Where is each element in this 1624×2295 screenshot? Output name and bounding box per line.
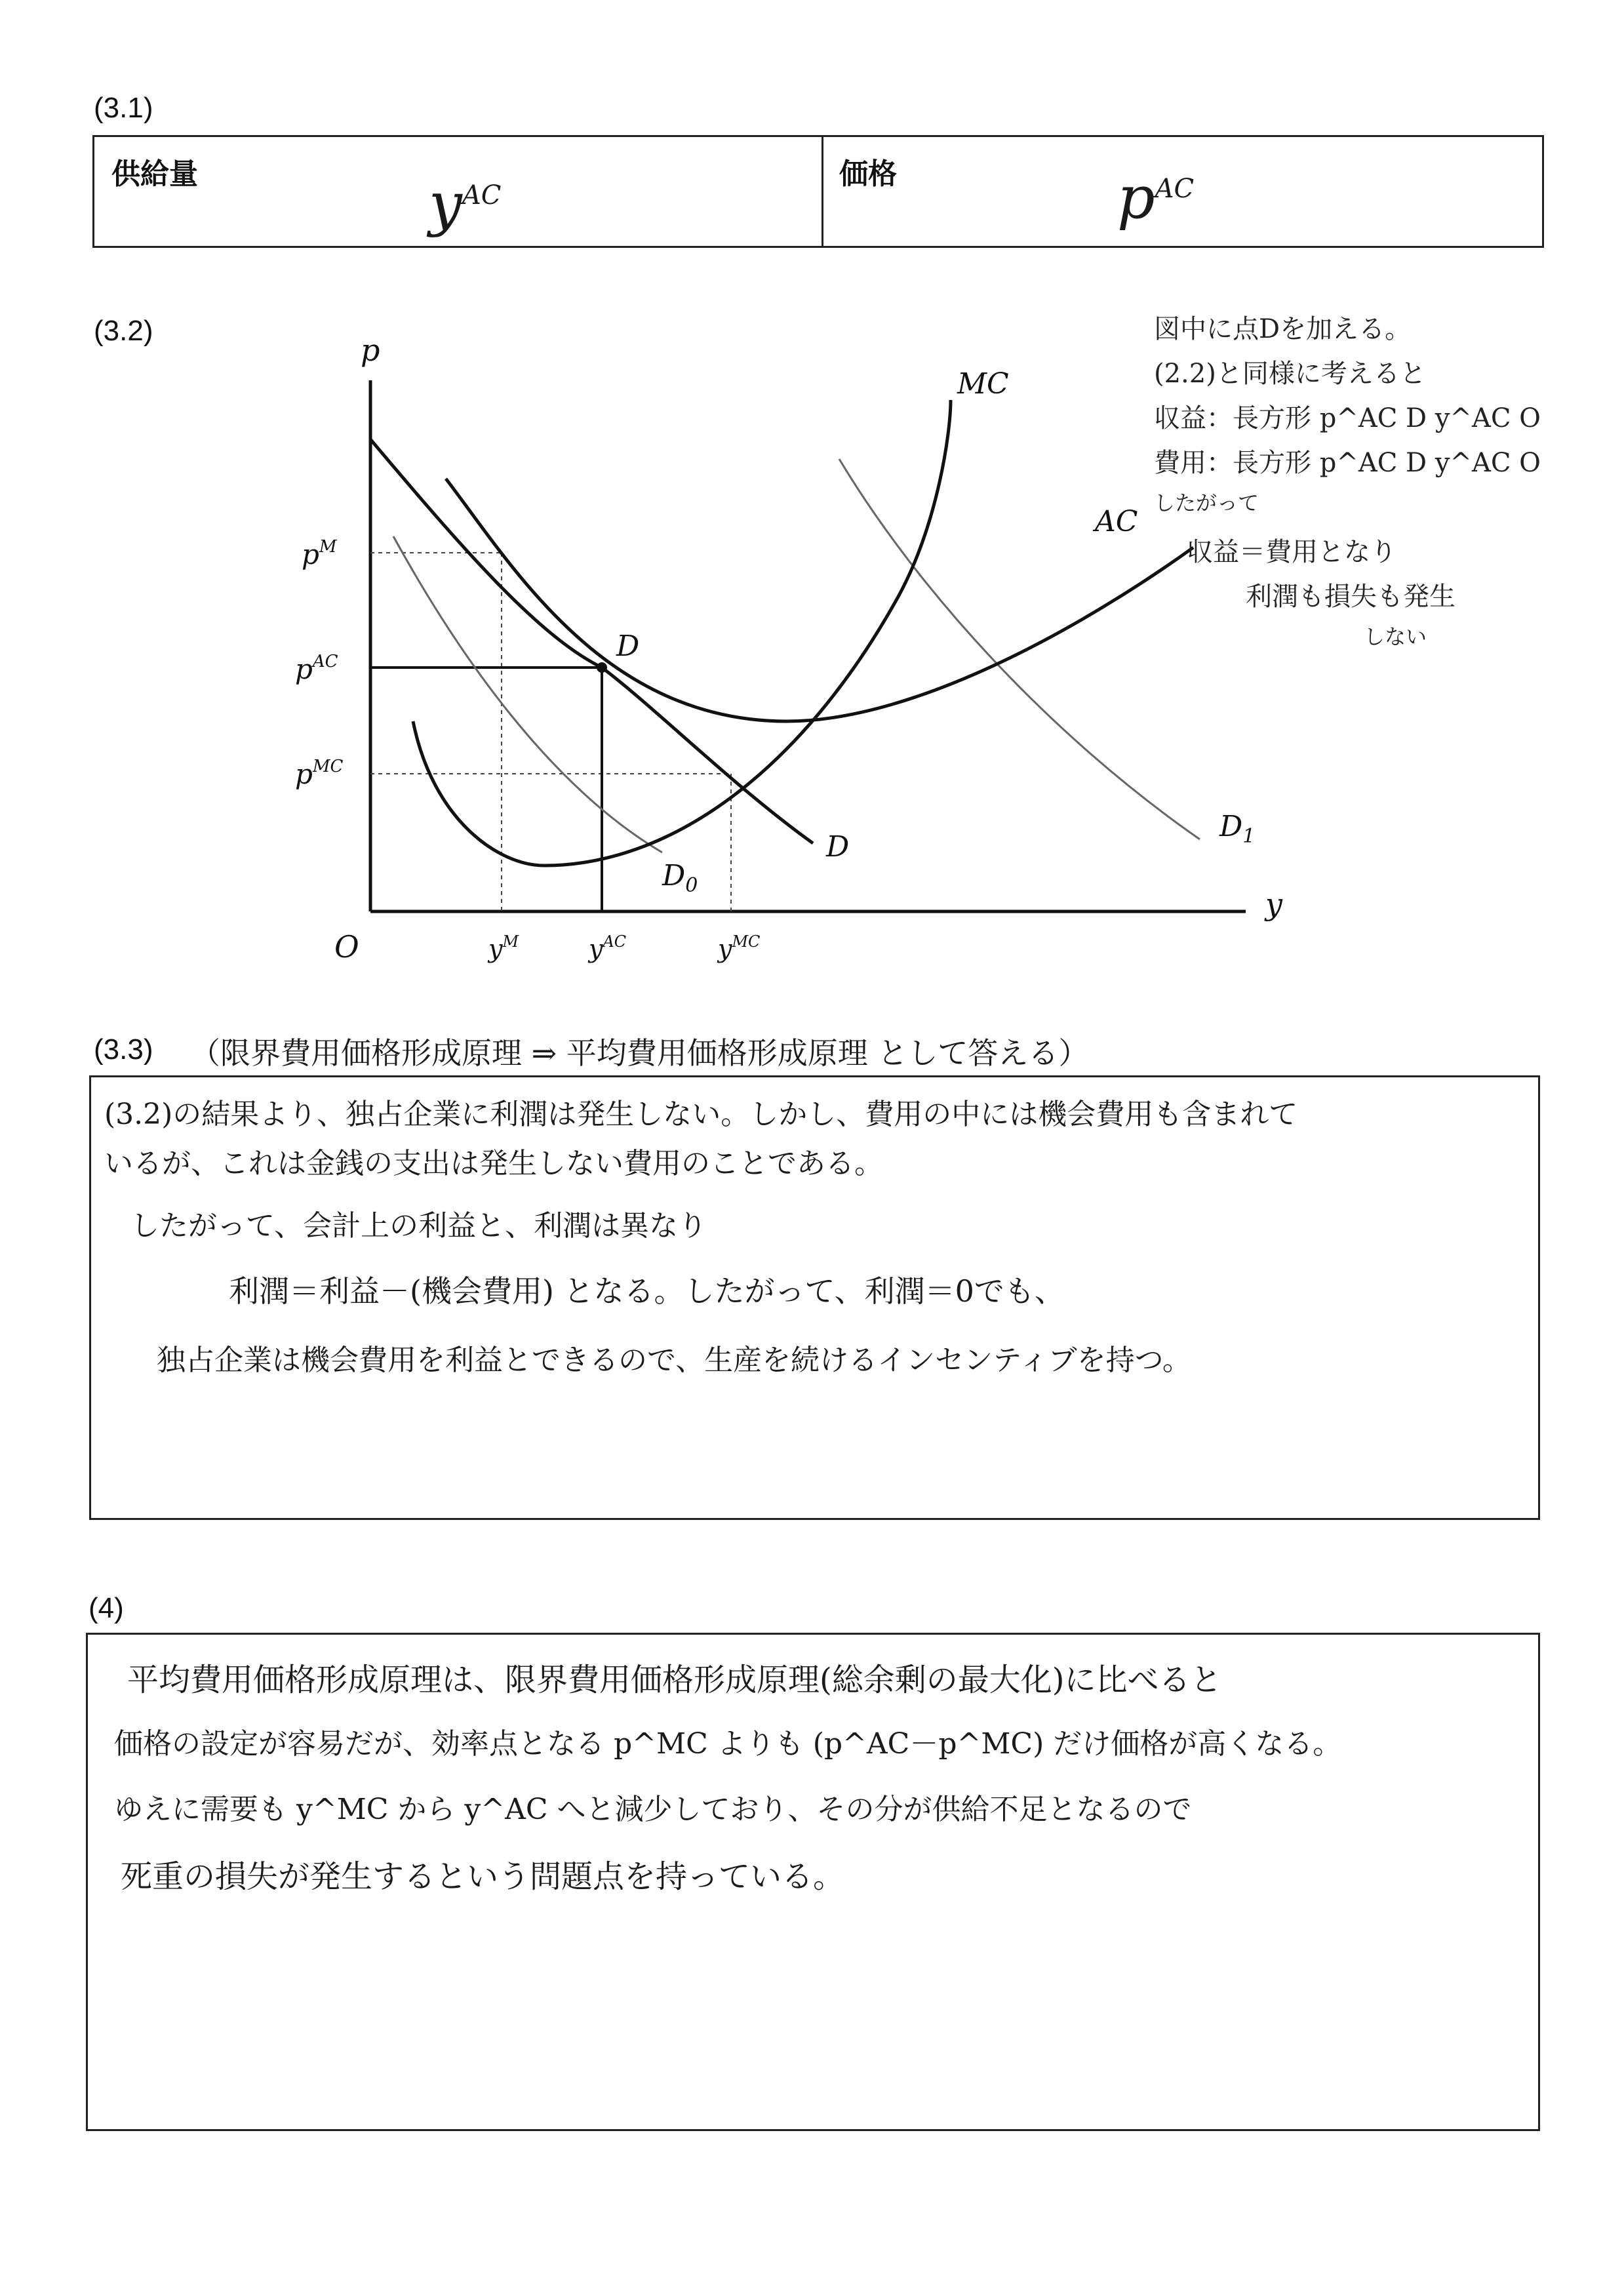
note-line: しない	[1364, 624, 1427, 649]
y-tick-pm: $p^M$	[302, 537, 337, 570]
curve-mc	[413, 400, 951, 866]
note-line: 収益：長方形 p^AC D y^AC O	[1154, 403, 1541, 433]
note-line: (2.2)と同様に考えると	[1154, 359, 1426, 389]
q33-line-3: したがって、会計上の利益と、利潤は異なり	[130, 1209, 707, 1243]
q31-divider	[822, 137, 823, 246]
curve-d1	[839, 459, 1200, 839]
q33-line-5: 独占企業は機会費用を利益とできるので、生産を続けるインセンティブを持つ。	[157, 1344, 1191, 1377]
ac-rectangle	[370, 668, 602, 911]
curve-label-mc: MC	[957, 367, 1009, 401]
q4-line-2: 価格の設定が容易だが、効率点となる p^MC よりも (p^AC－p^MC) だけ価格が高くなる。	[114, 1727, 1342, 1761]
x-tick-ymc: $y^{MC}$	[718, 932, 761, 963]
q4-line-4: 死重の損失が発生するという問題点を持っている。	[121, 1858, 845, 1895]
q31-label: (3.1)	[94, 92, 153, 124]
note-line: 費用：長方形 p^AC D y^AC O	[1154, 448, 1541, 478]
curve-label-ac: AC	[1095, 505, 1138, 538]
point-d-label: D	[616, 629, 640, 663]
price-answer-sup: AC	[1155, 174, 1195, 204]
point-d-marker	[597, 662, 607, 673]
curve-label-d: D	[826, 830, 850, 864]
curve-label-d1: $D_1$	[1219, 810, 1256, 848]
q4-line-1: 平均費用価格形成原理は、限界費用価格形成原理(総余剰の最大化)に比べると	[127, 1662, 1222, 1698]
y-axis-label: p	[361, 332, 380, 368]
q4-label: (4)	[89, 1592, 124, 1624]
x-tick-ym: $y^M$	[488, 932, 519, 963]
q33-line-2: いるが、これは金銭の支出は発生しない費用のことである。	[104, 1147, 883, 1180]
q33-answer-box	[89, 1075, 1540, 1520]
note-line: したがって	[1154, 490, 1259, 515]
y-tick-pmc: $p^{MC}$	[295, 757, 344, 790]
q31-answer-box	[92, 135, 1544, 248]
supply-answer	[429, 170, 501, 239]
supply-answer-sup: AC	[462, 180, 502, 210]
curve-label-d0: $D_0$	[662, 859, 698, 897]
price-answer	[1117, 163, 1194, 232]
q32-label: (3.2)	[94, 315, 153, 347]
note-line: 利潤も損失も発生	[1246, 582, 1456, 612]
price-label: 価格	[839, 157, 897, 191]
price-answer-main: p	[1117, 163, 1155, 232]
q4-line-3: ゆえに需要も y^MC から y^AC へと減少しており、その分が供給不足となるので	[114, 1793, 1192, 1826]
note-line: 収益＝費用となり	[1187, 537, 1396, 567]
curve-ac	[446, 479, 1193, 721]
supply-label: 供給量	[111, 157, 198, 191]
q32-notes	[1154, 308, 1574, 665]
q4-answer-box	[86, 1633, 1540, 2131]
q33-line-1: (3.2)の結果より、独占企業に利潤は発生しない。しかし、費用の中には機会費用も含まれて	[104, 1098, 1298, 1131]
x-tick-yac: $y^{AC}$	[589, 932, 627, 963]
note-line: 図中に点Dを加える。	[1154, 314, 1412, 344]
q33-label: (3.3)	[94, 1033, 153, 1066]
q33-line-4: 利潤＝利益－(機会費用) となる。したがって、利潤＝0でも、	[229, 1273, 1065, 1309]
supply-answer-main: y	[429, 170, 462, 239]
y-tick-pac: $p^{AC}$	[295, 652, 338, 685]
q33-header-note: （限界費用価格形成原理 ⇒ 平均費用価格形成原理 として答える）	[190, 1035, 1089, 1071]
curve-d	[370, 439, 813, 843]
x-axis-label: y	[1265, 887, 1282, 922]
origin-label: O	[334, 929, 359, 965]
